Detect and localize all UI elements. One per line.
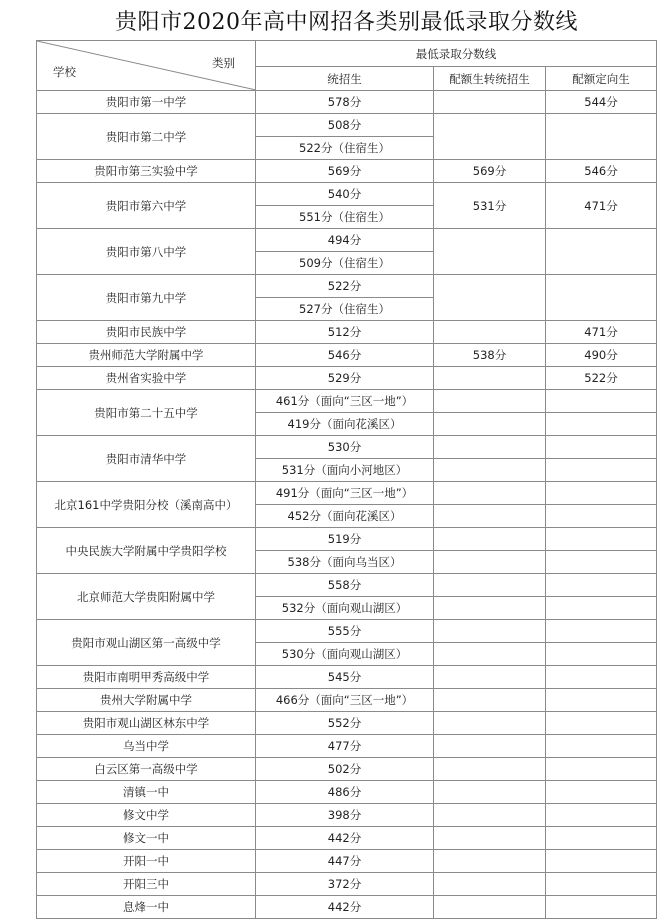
school-cell: 贵阳市观山湖区林东中学 [37, 712, 256, 735]
unified-cell: 494分 [256, 229, 434, 252]
table-row [37, 873, 657, 896]
quota-directed-cell [546, 873, 657, 896]
school-cell: 贵阳市清华中学 [37, 436, 256, 482]
unified-cell: 502分 [256, 758, 434, 781]
col-header-unified: 统招生 [256, 67, 434, 91]
school-cell: 贵阳市南明甲秀高级中学 [37, 666, 256, 689]
quota-transfer-cell [434, 505, 546, 528]
table-row [37, 114, 657, 137]
quota-transfer-cell [434, 896, 546, 919]
unified-cell: 372分 [256, 873, 434, 896]
unified-cell: 442分 [256, 896, 434, 919]
quota-transfer-cell [434, 91, 546, 114]
unified-cell: 527分（住宿生） [256, 298, 434, 321]
quota-transfer-cell [434, 873, 546, 896]
table-row [37, 528, 657, 551]
school-cell: 乌当中学 [37, 735, 256, 758]
quota-directed-cell [546, 712, 657, 735]
school-cell: 贵州师范大学附属中学 [37, 344, 256, 367]
quota-transfer-cell [434, 735, 546, 758]
corner-header-cell [37, 41, 256, 91]
school-cell: 开阳一中 [37, 850, 256, 873]
unified-cell: 529分 [256, 367, 434, 390]
table-row [37, 367, 657, 390]
quota-directed-cell [546, 574, 657, 597]
quota-transfer-cell [434, 758, 546, 781]
quota-directed-cell [546, 114, 657, 160]
table-row [37, 735, 657, 758]
school-cell: 北京161中学贵阳分校（溪南高中） [37, 482, 256, 528]
unified-cell: 512分 [256, 321, 434, 344]
unified-cell: 578分 [256, 91, 434, 114]
unified-cell: 491分（面向“三区一地”） [256, 482, 434, 505]
quota-transfer-cell [434, 620, 546, 643]
school-cell: 贵阳市民族中学 [37, 321, 256, 344]
quota-transfer-cell [434, 459, 546, 482]
group-header: 最低录取分数线 [256, 41, 657, 67]
corner-category-label: 类别 [212, 56, 235, 70]
unified-cell: 530分 [256, 436, 434, 459]
unified-cell: 540分 [256, 183, 434, 206]
school-cell: 修文一中 [37, 827, 256, 850]
quota-transfer-cell [434, 551, 546, 574]
document-title: 贵阳市2020年高中网招各类别最低录取分数线 [115, 10, 578, 35]
unified-cell: 508分 [256, 114, 434, 137]
quota-directed-cell [546, 689, 657, 712]
table-row [37, 804, 657, 827]
table-row [37, 666, 657, 689]
quota-directed-cell: 522分 [546, 367, 657, 390]
quota-directed-cell [546, 781, 657, 804]
quota-transfer-cell [434, 827, 546, 850]
school-cell: 贵阳市第九中学 [37, 275, 256, 321]
quota-transfer-cell [434, 574, 546, 597]
quota-directed-cell [546, 505, 657, 528]
unified-cell: 461分（面向“三区一地”） [256, 390, 434, 413]
quota-directed-cell [546, 735, 657, 758]
quota-directed-cell [546, 827, 657, 850]
table-row [37, 689, 657, 712]
quota-directed-cell [546, 597, 657, 620]
quota-directed-cell [546, 436, 657, 459]
table-row [37, 827, 657, 850]
table-row [37, 574, 657, 597]
quota-directed-cell [546, 413, 657, 436]
quota-transfer-cell [434, 781, 546, 804]
school-cell: 贵州大学附属中学 [37, 689, 256, 712]
table-row [37, 781, 657, 804]
quota-transfer-cell [434, 436, 546, 459]
table-row [37, 758, 657, 781]
quota-directed-cell [546, 850, 657, 873]
quota-transfer-cell [434, 666, 546, 689]
table-row [37, 229, 657, 252]
unified-cell: 447分 [256, 850, 434, 873]
quota-directed-cell [546, 666, 657, 689]
quota-transfer-cell [434, 804, 546, 827]
quota-directed-cell [546, 229, 657, 275]
quota-directed-cell [546, 482, 657, 505]
school-cell: 贵阳市第二十五中学 [37, 390, 256, 436]
unified-cell: 532分（面向观山湖区） [256, 597, 434, 620]
table-row [37, 436, 657, 459]
quota-directed-cell [546, 275, 657, 321]
unified-cell: 486分 [256, 781, 434, 804]
quota-directed-cell [546, 551, 657, 574]
quota-directed-cell: 471分 [546, 183, 657, 229]
quota-transfer-cell [434, 229, 546, 275]
table-row [37, 183, 657, 206]
col-header-quota-transfer: 配额生转统招生 [434, 67, 546, 91]
school-cell: 贵阳市第六中学 [37, 183, 256, 229]
unified-cell: 558分 [256, 574, 434, 597]
quota-transfer-cell [434, 597, 546, 620]
quota-directed-cell [546, 528, 657, 551]
table-row [37, 896, 657, 919]
quota-transfer-cell: 569分 [434, 160, 546, 183]
table-row [37, 91, 657, 114]
quota-directed-cell: 490分 [546, 344, 657, 367]
quota-directed-cell [546, 620, 657, 643]
unified-cell: 466分（面向“三区一地”） [256, 689, 434, 712]
table-row [37, 344, 657, 367]
quota-directed-cell [546, 643, 657, 666]
school-cell: 息烽一中 [37, 896, 256, 919]
unified-cell: 442分 [256, 827, 434, 850]
quota-transfer-cell: 538分 [434, 344, 546, 367]
school-cell: 贵阳市第一中学 [37, 91, 256, 114]
quota-directed-cell [546, 896, 657, 919]
unified-cell: 555分 [256, 620, 434, 643]
unified-cell: 398分 [256, 804, 434, 827]
quota-transfer-cell [434, 712, 546, 735]
school-cell: 中央民族大学附属中学贵阳学校 [37, 528, 256, 574]
unified-cell: 519分 [256, 528, 434, 551]
quota-transfer-cell [434, 321, 546, 344]
quota-transfer-cell [434, 482, 546, 505]
unified-cell: 545分 [256, 666, 434, 689]
score-table [36, 40, 657, 919]
school-cell: 贵州省实验中学 [37, 367, 256, 390]
school-cell: 修文中学 [37, 804, 256, 827]
school-cell: 贵阳市观山湖区第一高级中学 [37, 620, 256, 666]
quota-directed-cell: 471分 [546, 321, 657, 344]
table-row [37, 390, 657, 413]
table-row [37, 850, 657, 873]
table-row [37, 620, 657, 643]
unified-cell: 530分（面向观山湖区） [256, 643, 434, 666]
unified-cell: 522分 [256, 275, 434, 298]
table-row [37, 321, 657, 344]
score-document [36, 6, 657, 919]
quota-transfer-cell [434, 850, 546, 873]
quota-directed-cell [546, 390, 657, 413]
unified-cell: 552分 [256, 712, 434, 735]
unified-cell: 546分 [256, 344, 434, 367]
unified-cell: 569分 [256, 160, 434, 183]
table-row [37, 482, 657, 505]
unified-cell: 509分（住宿生） [256, 252, 434, 275]
quota-transfer-cell [434, 528, 546, 551]
school-cell: 北京师范大学贵阳附属中学 [37, 574, 256, 620]
table-row [37, 712, 657, 735]
school-cell: 贵阳市第二中学 [37, 114, 256, 160]
corner-school-label: 学校 [53, 65, 76, 79]
school-cell: 开阳三中 [37, 873, 256, 896]
quota-transfer-cell: 531分 [434, 183, 546, 229]
unified-cell: 538分（面向乌当区） [256, 551, 434, 574]
quota-directed-cell: 544分 [546, 91, 657, 114]
school-cell: 贵阳市第三实验中学 [37, 160, 256, 183]
table-row [37, 160, 657, 183]
unified-cell: 522分（住宿生） [256, 137, 434, 160]
quota-directed-cell [546, 758, 657, 781]
unified-cell: 452分（面向花溪区） [256, 505, 434, 528]
school-cell: 清镇一中 [37, 781, 256, 804]
quota-transfer-cell [434, 275, 546, 321]
school-cell: 贵阳市第八中学 [37, 229, 256, 275]
quota-directed-cell [546, 459, 657, 482]
quota-directed-cell: 546分 [546, 160, 657, 183]
unified-cell: 551分（住宿生） [256, 206, 434, 229]
table-row [37, 275, 657, 298]
col-header-quota-directed: 配额定向生 [546, 67, 657, 91]
quota-transfer-cell [434, 114, 546, 160]
school-cell: 白云区第一高级中学 [37, 758, 256, 781]
unified-cell: 419分（面向花溪区） [256, 413, 434, 436]
quota-transfer-cell [434, 643, 546, 666]
header-row-1 [37, 41, 657, 67]
quota-transfer-cell [434, 367, 546, 390]
quota-transfer-cell [434, 413, 546, 436]
unified-cell: 477分 [256, 735, 434, 758]
quota-directed-cell [546, 804, 657, 827]
quota-transfer-cell [434, 390, 546, 413]
quota-transfer-cell [434, 689, 546, 712]
unified-cell: 531分（面向小河地区） [256, 459, 434, 482]
